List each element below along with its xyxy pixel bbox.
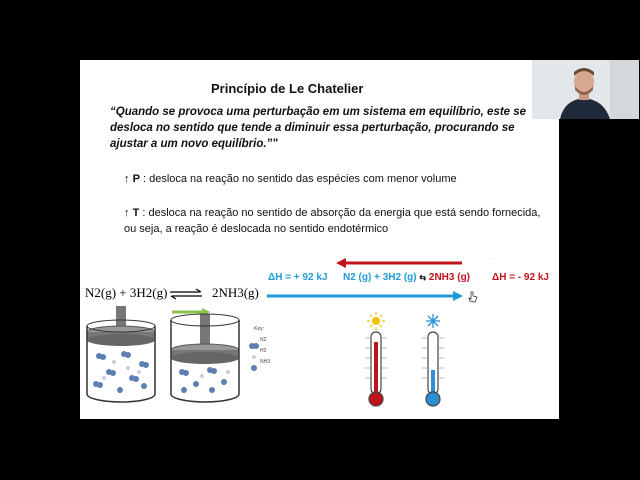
- reaction-products: 2NH3 (g): [428, 272, 471, 283]
- slide-title: Princípio de Le Chatelier: [211, 81, 364, 96]
- enthalpy-exothermic: ΔH = - 92 kJ: [492, 272, 549, 283]
- hot-thermometer: [364, 312, 388, 408]
- equilibrium-arrows-icon: ⇆: [419, 273, 427, 282]
- exo-arrow-icon: [336, 258, 466, 268]
- hand-cursor-icon[interactable]: [468, 291, 478, 303]
- key-item: N2: [260, 337, 267, 343]
- temperature-text: : desloca na reação no sentido de absorção da energia que está sendo fornecida, ou seja, a reação é deslocada no sentido endotérmico: [124, 207, 541, 235]
- reaction-reactants: N2 (g) + 3H2 (g): [343, 272, 417, 283]
- pressure-symbol: P: [132, 173, 140, 185]
- molecule-key: [254, 324, 270, 368]
- cold-thermometer: [421, 312, 445, 408]
- equation-reactants: N2(g) + 3H2(g): [85, 285, 168, 300]
- slide: [80, 60, 559, 419]
- arrow-up-icon: ↑: [124, 173, 130, 185]
- snowflake-icon: [426, 314, 440, 328]
- arrow-up-icon: ↑: [124, 207, 130, 219]
- sun-icon: [367, 312, 385, 330]
- key-title: Key:: [254, 326, 265, 332]
- key-item: H2: [260, 348, 267, 354]
- person-icon: [532, 60, 639, 119]
- key-item: NH3: [260, 359, 271, 365]
- endo-arrow-icon: [267, 291, 463, 301]
- reaction-equation: [343, 272, 470, 283]
- webcam-overlay: [532, 60, 639, 119]
- small-note: ·····: [488, 256, 495, 261]
- equation-products: 2NH3(g): [211, 285, 259, 300]
- temperature-symbol: T: [132, 207, 140, 219]
- enthalpy-endothermic: ΔH = + 92 kJ: [268, 272, 328, 283]
- pressure-text: : desloca na reação no sentido das espécies com menor volume: [142, 173, 457, 185]
- quote-text: “Quando se provoca uma perturbação em um sistema em equilíbrio, este se desloca no sentido que tende a diminuir essa perturbação, procurando se ajustar a um novo equilíbrio.”": [110, 106, 527, 150]
- piston-containers-illustration: [84, 306, 334, 406]
- rule-pressure: [124, 171, 544, 187]
- rule-temperature: [124, 205, 544, 237]
- equilibrium-arrows-icon: [168, 288, 204, 300]
